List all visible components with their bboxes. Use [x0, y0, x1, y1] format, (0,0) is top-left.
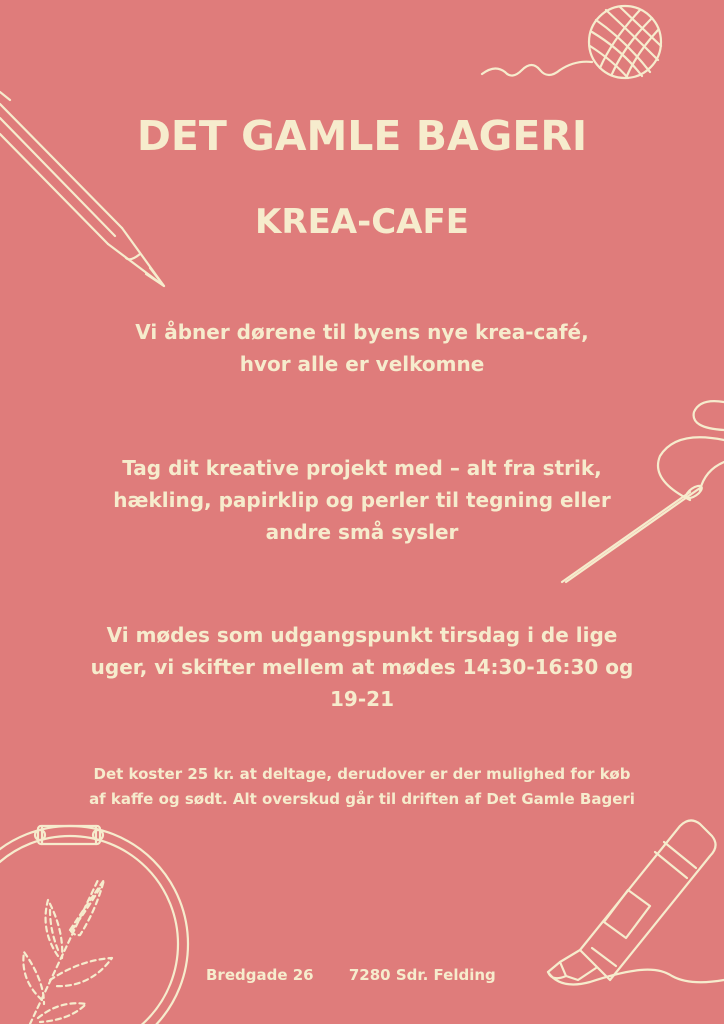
address: [206, 966, 496, 984]
poster-subtitle: KREA-CAFE: [255, 202, 469, 242]
projects-paragraph: Tag dit kreative projekt med – alt fra strik, hækling, papirklip og perler til tegning eller andre små sysler: [113, 456, 611, 544]
intro-paragraph: Vi åbner dørene til byens nye krea-café, hvor alle er velkomne: [135, 320, 589, 376]
yarn-ball-icon: [482, 6, 661, 78]
embroidery-hoop-icon: [0, 826, 188, 1024]
poster-title: DET GAMLE BAGERI: [136, 112, 588, 160]
address-city: 7280 Sdr. Felding: [348, 966, 496, 984]
address-street: Bredgade 26: [206, 966, 314, 984]
marker-pen-icon: [548, 820, 724, 984]
schedule-paragraph: Vi mødes som udgangspunkt tirsdag i de lige uger, vi skifter mellem at mødes 14:30-16:30 og 19-21: [90, 623, 634, 711]
price-paragraph: Det koster 25 kr. at deltage, derudover er der mulighed for køb af kaffe og sødt. Alt overskud går til driften af Det Gamle Bageri: [89, 765, 635, 808]
